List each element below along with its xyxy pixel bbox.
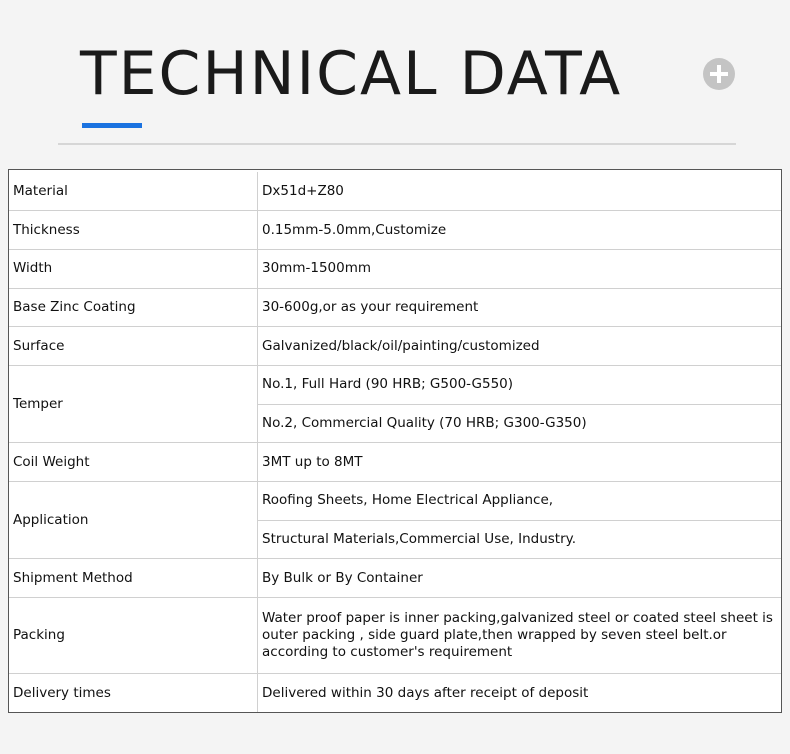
row-value: Dx51d+Z80 — [258, 172, 782, 211]
row-value: No.1, Full Hard (90 HRB; G500-G550) — [258, 365, 782, 404]
header-divider — [58, 143, 736, 145]
row-label: Coil Weight — [9, 443, 258, 482]
row-label: Temper — [9, 365, 258, 442]
table-row — [9, 443, 781, 482]
row-value: Roofing Sheets, Home Electrical Appliance, — [258, 482, 782, 521]
row-label: Thickness — [9, 211, 258, 250]
page-title: TECHNICAL DATA — [80, 39, 623, 109]
table-row — [9, 249, 781, 288]
table-row — [9, 559, 781, 598]
title-accent-bar — [82, 123, 142, 128]
row-label: Shipment Method — [9, 559, 258, 598]
row-label: Packing — [9, 598, 258, 674]
table-row — [9, 172, 781, 211]
row-value: 0.15mm-5.0mm,Customize — [258, 211, 782, 250]
row-value: Galvanized/black/oil/painting/customized — [258, 327, 782, 366]
table-row — [9, 327, 781, 366]
row-value: Delivered within 30 days after receipt of deposit — [258, 674, 782, 713]
row-value: By Bulk or By Container — [258, 559, 782, 598]
technical-data-table — [8, 169, 782, 713]
table-row — [9, 288, 781, 327]
row-value: Structural Materials,Commercial Use, Industry. — [258, 520, 782, 559]
row-value: 3MT up to 8MT — [258, 443, 782, 482]
table-row — [9, 365, 781, 404]
row-value: 30mm-1500mm — [258, 249, 782, 288]
row-value: Water proof paper is inner packing,galvanized steel or coated steel sheet is outer packing , side guard plate,then wrapped by seven steel belt.or according to customer's requirement — [258, 598, 782, 674]
row-label: Base Zinc Coating — [9, 288, 258, 327]
row-label: Material — [9, 172, 258, 211]
row-value: No.2, Commercial Quality (70 HRB; G300-G350) — [258, 404, 782, 443]
table-row — [9, 598, 781, 674]
row-label: Delivery times — [9, 674, 258, 713]
table-row — [9, 482, 781, 521]
row-label: Application — [9, 482, 258, 559]
row-label: Surface — [9, 327, 258, 366]
table-row — [9, 674, 781, 713]
section-header — [0, 0, 790, 150]
row-value: 30-600g,or as your requirement — [258, 288, 782, 327]
plus-icon[interactable] — [703, 58, 735, 90]
row-label: Width — [9, 249, 258, 288]
table-row — [9, 211, 781, 250]
